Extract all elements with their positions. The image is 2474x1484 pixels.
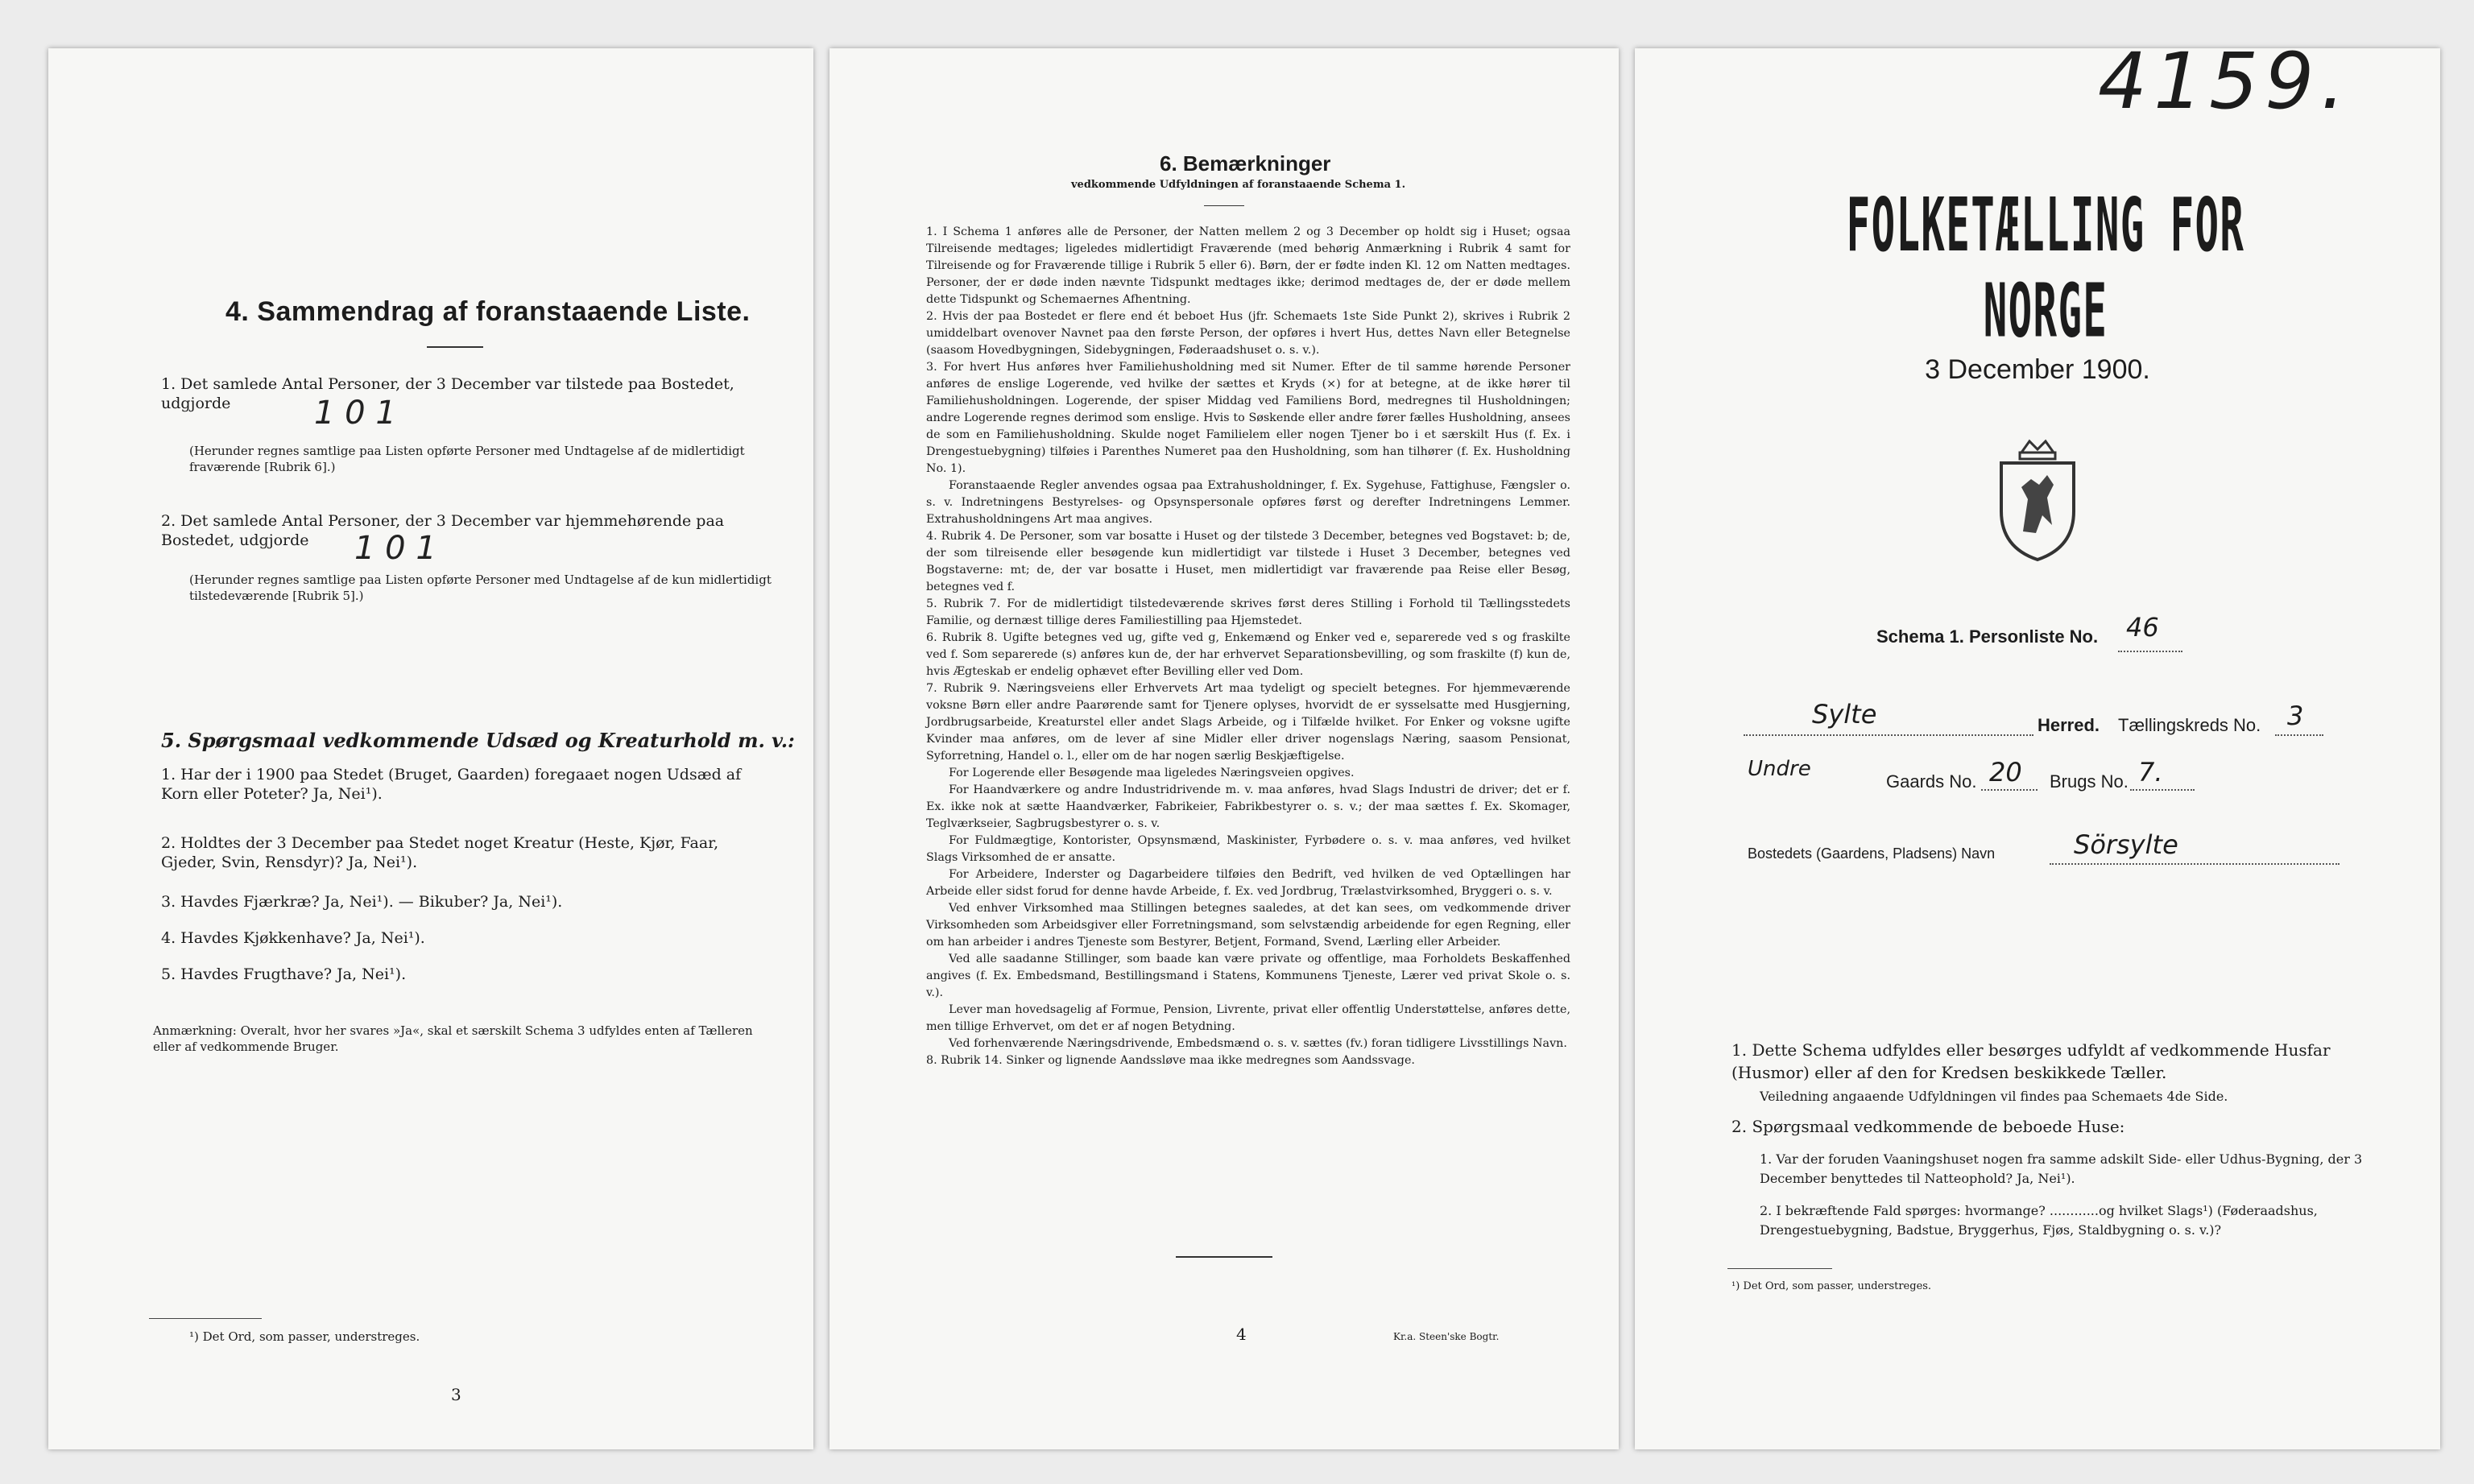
- item2-handwritten-value: 1 0 1: [354, 530, 436, 567]
- gaards-label: Gaards No.: [1886, 771, 1977, 792]
- herred-field: [1744, 734, 2033, 736]
- footnote: ¹) Det Ord, som passer, understreges.: [189, 1329, 420, 1344]
- gaard-prefix: Undre: [1748, 757, 1811, 781]
- remark-2: 2. Hvis der paa Bostedet er flere end ét beboet Hus (jfr. Schemaets 1ste Side Punkt 2), skrives i Rubrik 2 umiddelbart ovenover Navnet paa den første Person, der opføres i hvert Hus, dettes Navn eller Betegnelse (saasom Hovedbygningen, Sidebygningen, Føderaadshuset o. s. v.).: [926, 310, 1570, 357]
- remark-8: 8. Rubrik 14. Sinker og lignende Aandssløve maa ikke medregnes som Aandssvage.: [926, 1054, 1415, 1067]
- printer-credit: Kr.a. Steen'ske Bogtr.: [1393, 1331, 1500, 1342]
- census-date: 3 December 1900.: [1925, 354, 2150, 385]
- remark-7-haandvaerkere: For Haandværkere og andre Industridrivende m. v. maa anføres, hvad Slags Industri de driver; det er f. Ex. ikke nok at sætte Haandværker, Fabrikeier, Fabrikbestyrer o. s. v.; der maa sættes f. Ex. Skomager, Teglværkseier, Sagbrugsbestyrer o. s. v.: [926, 783, 1570, 830]
- right-page: [1635, 48, 2440, 1449]
- summary-item-1-note: (Herunder regnes samtlige paa Listen opførte Personer med Undtagelse af de midlertidigt fraværende [Rubrik 6].): [189, 444, 745, 474]
- summary-item-2-note: (Herunder regnes samtlige paa Listen opførte Personer med Undtagelse af de kun midlertidigt tilstedeværende [Rubrik 5].): [189, 573, 772, 603]
- brugs-field: [2130, 789, 2195, 791]
- remark-3: 3. For hvert Hus anføres hver Familiehusholdning med sit Numer. Efter de til samme hørende Personer anføres de enslige Logerende, ved hvilke der sættes et Kryds (×) for at betegne, at de ikke hører til Familiehusholdningen. Logerende, der spiser Middag ved Familiens Bord, medregnes til Husholdningen; andre Logerende regnes derimod som enslige. Hvis to Søskende eller andre fører fælles Husholdning, ansees de som en Familiehusholdning. Skulde noget Familielem eller nogen Tjener bo i et særskilt Hus (f. Ex. i Drengestuebygning) tilføies i Parenthes Numeret paa den Husholdning, som han tilhører (f. Ex. Husholdning No. 1).: [926, 361, 1570, 475]
- schema-label: Schema 1. Personliste No.: [1876, 626, 2099, 647]
- remarks-list: [926, 224, 1570, 1069]
- instruction-2-2: 2. I bekræftende Fald spørges: hvormange? ............og hvilket Slags¹) (Føderaadshus, Drengestuebygning, Badstue, Bryggerhus, Fjøs, Staldbygning o. s. v.)?: [1760, 1203, 2318, 1238]
- bosted-label: Bostedets (Gaardens, Pladsens) Navn: [1748, 845, 1996, 862]
- remark-6: 6. Rubrik 8. Ugifte betegnes ved ug, gifte ved g, Enkemænd og Enker ved e, separerede ved s og fraskilte ved f. Som separerede (s) anføres kun de, der har erhvervet Separationsbevilling, og som fraskilte (f) kun de, hvis Ægteskab er endelig ophævet efter Bevilling eller ved Dom.: [926, 631, 1570, 678]
- summary-item-1: 1. Det samlede Antal Personer, der 3 December var tilstede paa Bostedet, udgjorde: [161, 375, 734, 412]
- instruction-2: 2. Spørgsmaal vedkommende de beboede Huse:: [1731, 1117, 2125, 1136]
- section5-title: 5. Spørgsmaal vedkommende Udsæd og Kreaturhold m. v.:: [161, 729, 795, 752]
- herred-label: Herred.: [2038, 715, 2100, 735]
- remark-1: 1. I Schema 1 anføres alle de Personer, der Natten mellem 2 og 3 December op holdt sig i Huset; ogsaa Tilreisende medtages; ligeledes midlertidigt Fraværende (med behørig Anmærkning i Rubrik 4 samt for Tilreisende og for Fraværende tillige i Rubrik 5 eller 6). Børn, der er fødte inden Kl. 12 om Natten medtages. Personer, der er døde inden nævnte Tidspunkt medtages ikke; derimod medtages de, der er døde mellem dette Tidspunkt og Schemaernes Afhentning.: [926, 225, 1570, 306]
- remark-7-arbeidere: For Arbeidere, Inderster og Dagarbeidere tilføies den Bedrift, ved hvilken de ved Optællingen har Arbeide eller sidst forud for denne havde Arbeide, f. Ex. ved Jordbrug, Trælastvirksomhed, Bryggeri o. s. v.: [926, 868, 1570, 898]
- remark-7-virksomhed: Ved enhver Virksomhed maa Stillingen betegnes saaledes, at det kan sees, om vedkommende driver Virksomheden som Arbeidsgiver eller Forretningsmand, som selvstændig arbeidende for egen Regning, eller om han arbeider i andres Tjeneste som Bestyrer, Betjent, Formand, Svend, Lærling eller Arbeider.: [926, 902, 1570, 949]
- gaards-field: [1981, 789, 2038, 791]
- remark-5: 5. Rubrik 7. For de midlertidigt tilstedeværende skrives først deres Stilling i Forhold til Tællingsstedets Familie, og dernæst tillige deres Familiestilling paa Hjemstedet.: [926, 597, 1570, 627]
- bosted-value: Sörsylte: [2074, 829, 2178, 860]
- left-page: [48, 48, 813, 1449]
- archive-number: 4159.: [2098, 36, 2352, 126]
- coat-of-arms-icon: [1989, 435, 2086, 564]
- divider: [1176, 1256, 1272, 1258]
- remark-3-extra: Foranstaaende Regler anvendes ogsaa paa Extrahusholdninger, f. Ex. Sygehuse, Fattighuse, Fængsler o. s. v. Indretningens Bestyrelses- og Opsynspersonale opføres først og derefter Indretningens Lemmer. Extrahusholdningens Art maa angives.: [926, 479, 1570, 526]
- bosted-field: [2050, 863, 2340, 865]
- question-5: 5. Havdes Frugthave? Ja, Nei¹).: [161, 965, 407, 983]
- remark-7-stillinger: Ved alle saadanne Stillinger, som baade kan være private og offentlige, maa Forholdets Beskaffenhed angives (f. Ex. Embedsmand, Bestillingsmand i Statens, Kommunens Tjeneste, Lærer ved privat Skole o. s. v.).: [926, 953, 1570, 999]
- footnote-rule: [1727, 1268, 1832, 1269]
- brugs-label: Brugs No.: [2050, 771, 2129, 792]
- remark-7-logerende: For Logerende eller Besøgende maa ligeledes Næringsveien opgives.: [949, 767, 1355, 779]
- instruction-1: 1. Dette Schema udfyldes eller besørges udfyldt af vedkommende Husfar (Husmor) eller af den for Kredsen beskikkede Tæller.: [1731, 1040, 2331, 1082]
- footnote-rule: [149, 1318, 262, 1319]
- page-number: 4: [1236, 1325, 1247, 1344]
- schema-number-value: 46: [2126, 612, 2159, 643]
- divider: [1204, 205, 1244, 206]
- kreds-label: Tællingskreds No.: [2118, 715, 2261, 735]
- remark-7-forhenvaerende: Ved forhenværende Næringsdrivende, Embedsmænd o. s. v. sættes (fv.) foran tidligere Livsstillings Navn.: [949, 1037, 1567, 1050]
- remark-7: 7. Rubrik 9. Næringsveiens eller Erhvervets Art maa tydeligt og specielt betegnes. For hjemmeværende voksne Børn eller andre Paarørende samt for Tjenere oplyses, hvorvidt de er sysselsatte med Husgjerning, Jordbrugsarbeide, Kreaturstel eller andet Slags Arbeide, og i Tilfælde hvilket. For Enker og voksne ugifte Kvinder maa anføres, om de lever af sine Midler eller driver nogenslags Næring, saasom Pensionat, Syforretning, Handel o. l., eller om de har nogen særlig Beskjæftigelse.: [926, 682, 1570, 763]
- gaards-value: 20: [1989, 757, 2022, 787]
- remarks-subtitle: vedkommende Udfyldningen af foranstaaende Schema 1.: [1071, 179, 1406, 191]
- summary-item-2: 2. Det samlede Antal Personer, der 3 December var hjemmehørende paa Bostedet, udgjorde: [161, 512, 725, 549]
- instruction-2-1: 1. Var der foruden Vaaningshuset nogen fra samme adskilt Side- eller Udhus-Bygning, der 3 December benyttedes til Natteophold? Ja, Nei¹).: [1760, 1151, 2363, 1186]
- schema-number-field: [2118, 651, 2182, 652]
- remark-7-fuldmaegtige: For Fuldmægtige, Kontorister, Opsynsmænd, Maskinister, Fyrbødere o. s. v. maa anføres, ved hvilket Slags Virksomhed de er ansatte.: [926, 834, 1570, 864]
- brugs-value: 7.: [2138, 757, 2163, 787]
- kreds-field: [2275, 734, 2323, 736]
- question-4: 4. Havdes Kjøkkenhave? Ja, Nei¹).: [161, 929, 425, 947]
- instruction-1-note: Veiledning angaaende Udfyldningen vil findes paa Schemaets 4de Side.: [1760, 1089, 2228, 1104]
- herred-value: Sylte: [1812, 699, 1877, 730]
- question-1: 1. Har der i 1900 paa Stedet (Bruget, Gaarden) foregaaet nogen Udsæd af Korn eller Poteter? Ja, Nei¹).: [161, 766, 742, 803]
- page-number: 3: [451, 1385, 461, 1404]
- remark-4: 4. Rubrik 4. De Personer, som var bosatte i Huset og der tilstede 3 December, betegnes ved Bogstavet: b; de, der som tilreisende eller besøgende kun midlertidigt var tilstede i Huset 3 December, betegnes ved Bogstaverne: mt; de, der var bosatte i Huset, men midlertidigt var fraværende paa Reise eller Besøg, betegnes ved f.: [926, 530, 1570, 593]
- remark-7-formue: Lever man hovedsagelig af Formue, Pension, Livrente, privat eller offentlig Understøttelse, anføres dette, men tillige Erhvervet, om det er af nogen Betydning.: [926, 1003, 1570, 1033]
- item1-handwritten-value: 1 0 1: [314, 395, 396, 432]
- question-3: 3. Havdes Fjærkræ? Ja, Nei¹). — Bikuber? Ja, Nei¹).: [161, 893, 563, 911]
- remarks-title: 6. Bemærkninger: [1160, 151, 1331, 176]
- middle-page: [829, 48, 1619, 1449]
- anmerkning-note: Anmærkning: Overalt, hvor her svares »Ja«, skal et særskilt Schema 3 udfyldes enten af Tælleren eller af vedkommende Bruger.: [153, 1023, 753, 1054]
- question-2: 2. Holdtes der 3 December paa Stedet noget Kreatur (Heste, Kjør, Faar, Gjeder, Svin, Rensdyr)? Ja, Nei¹).: [161, 834, 719, 871]
- section4-title: 4. Sammendrag af foranstaaende Liste.: [225, 296, 751, 327]
- census-title: FOLKETÆLLING FOR NORGE: [1846, 183, 2245, 355]
- footnote: ¹) Det Ord, som passer, understreges.: [1731, 1280, 1932, 1292]
- divider: [427, 346, 483, 348]
- kreds-value: 3: [2287, 701, 2304, 731]
